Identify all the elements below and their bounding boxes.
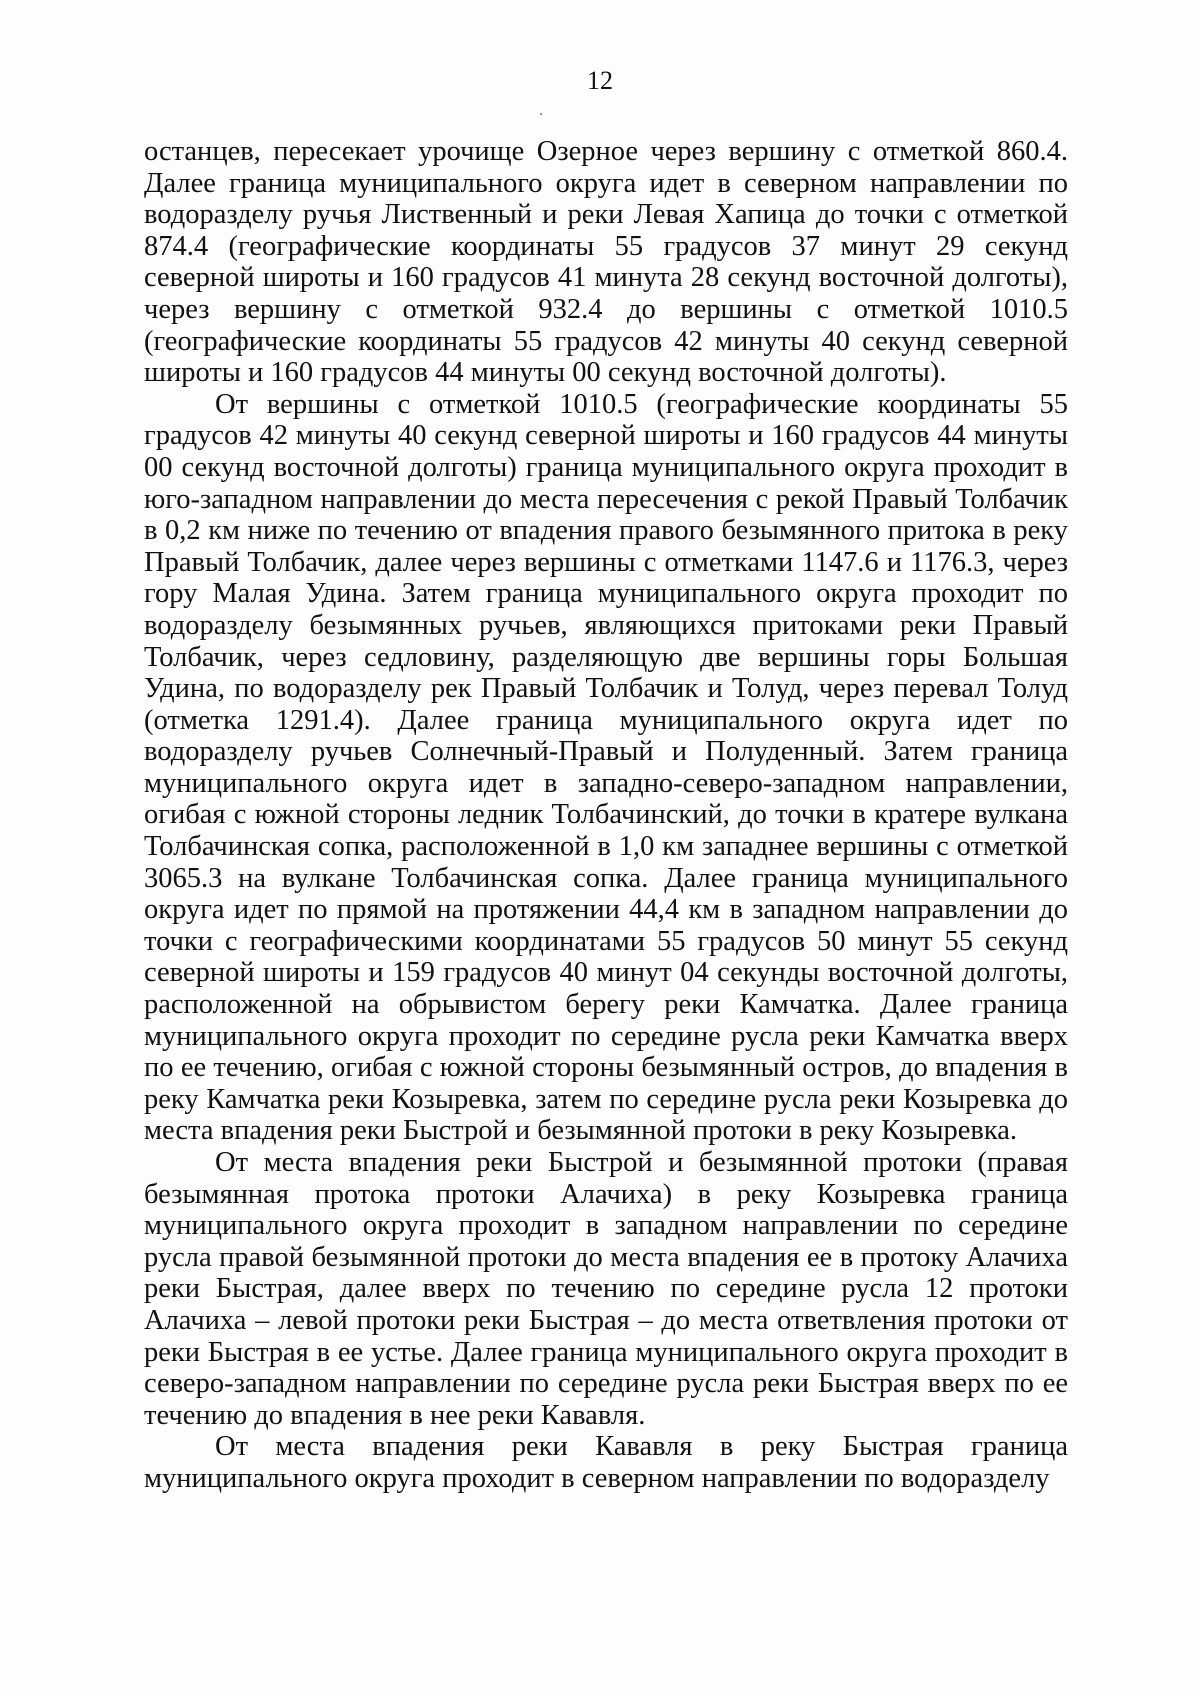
- page-number: 12: [587, 66, 613, 95]
- paragraph-from-kavavlya-confluence: От места впадения реки Кававля в реку Быстрая граница муниципального округа проходит в северном направлении по водоразделу: [144, 1431, 1068, 1494]
- paragraph-from-bystraya-confluence: От места впадения реки Быстрой и безымянной протоки (правая безымянная протока протоки Алачиха) в реку Козыревка граница муниципального округа проходит в западном направлении по середине русла правой безымянной протоки до места впадения ее в протоку Алачиха реки Быстрая, далее вверх по течению по середине русла 12 протоки Алачиха – левой протоки реки Быстрая – до места ответвления протоки от реки Быстрая в ее устье. Далее граница муниципального округа проходит в северо-западном направлении по середине русла реки Быстрая вверх по ее течению до впадения в нее реки Кававля.: [144, 1147, 1068, 1431]
- paragraph-continuation: останцев, пересекает урочище Озерное через вершину с отметкой 860.4. Далее граница муниципального округа идет в северном направлении по водоразделу ручья Лиственный и реки Левая Хапица до точки с отметкой 874.4 (географические координаты 55 градусов 37 минут 29 секунд северной широты и 160 градусов 41 минута 28 секунд восточной долготы), через вершину с отметкой 932.4 до вершины с отметкой 1010.5 (географические координаты 55 градусов 42 минуты 40 секунд северной широты и 160 градусов 44 минуты 00 секунд восточной долготы).: [144, 136, 1068, 389]
- scan-speck: [540, 113, 542, 115]
- document-body: [144, 136, 1068, 1495]
- paragraph-from-summit-1010-5: От вершины с отметкой 1010.5 (географические координаты 55 градусов 42 минуты 40 секунд северной широты и 160 градусов 44 минуты 00 секунд восточной долготы) граница муниципального округа проходит в юго-западном направлении до места пересечения с рекой Правый Толбачик в 0,2 км ниже по течению от впадения правого безымянного притока в реку Правый Толбачик, далее через вершины с отметками 1147.6 и 1176.3, через гору Малая Удина. Затем граница муниципального округа проходит по водоразделу безымянных ручьев, являющихся притоками реки Правый Толбачик, через седловину, разделяющую две вершины горы Большая Удина, по водоразделу рек Правый Толбачик и Толуд, через перевал Толуд (отметка 1291.4). Далее граница муниципального округа идет по водоразделу ручьев Солнечный-Правый и Полуденный. Затем граница муниципального округа идет в западно-северо-западном направлении, огибая с южной стороны ледник Толбачинский, до точки в кратере вулкана Толбачинская сопка, расположенной в 1,0 км западнее вершины с отметкой 3065.3 на вулкане Толбачинская сопка. Далее граница муниципального округа идет по прямой на протяжении 44,4 км в западном направлении до точки с географическими координатами 55 градусов 50 минут 55 секунд северной широты и 159 градусов 40 минут 04 секунды восточной долготы, расположенной на обрывистом берегу реки Камчатка. Далее граница муниципального округа проходит по середине русла реки Камчатка вверх по ее течению, огибая с южной стороны безымянный остров, до впадения в реку Камчатка реки Козыревка, затем по середине русла реки Козыревка до места впадения реки Быстрой и безымянной протоки в реку Козыревка.: [144, 388, 1068, 1147]
